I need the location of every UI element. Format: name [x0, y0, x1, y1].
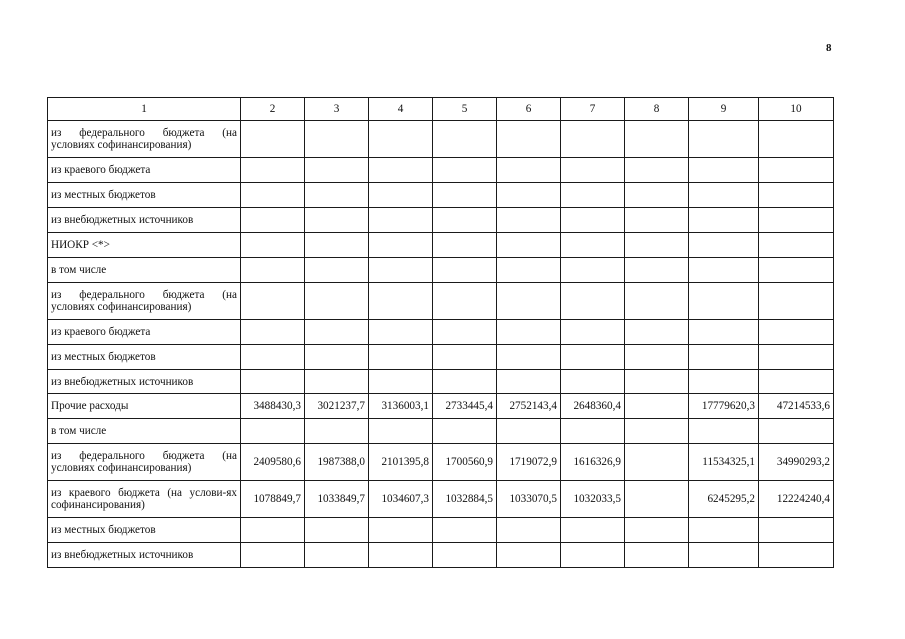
table-cell [369, 518, 433, 543]
header-row [48, 98, 834, 121]
table-cell [241, 158, 305, 183]
table-row [48, 183, 834, 208]
table-cell [689, 320, 759, 345]
table-cell [305, 158, 369, 183]
table-cell [497, 283, 561, 320]
table-cell [561, 283, 625, 320]
table-cell [241, 233, 305, 258]
table-cell: 17779620,3 [689, 394, 759, 419]
row-label: из местных бюджетов [48, 183, 241, 208]
table-cell [497, 543, 561, 568]
column-header: 1 [48, 98, 241, 121]
table-cell [625, 419, 689, 444]
table-cell: 2752143,4 [497, 394, 561, 419]
table-cell [689, 370, 759, 394]
table-cell: 6245295,2 [689, 481, 759, 518]
table-cell [561, 419, 625, 444]
table-cell [433, 183, 497, 208]
row-label: из федерального бюджета (на условиях софинансирования) [48, 283, 241, 320]
table-cell [305, 233, 369, 258]
table-cell [369, 233, 433, 258]
table-cell [305, 419, 369, 444]
table-row [48, 518, 834, 543]
table-row [48, 370, 834, 394]
row-label: из федерального бюджета (на условиях софинансирования) [48, 444, 241, 481]
table-cell [369, 158, 433, 183]
table-cell [759, 233, 834, 258]
table-cell [369, 258, 433, 283]
table-cell [689, 283, 759, 320]
table-cell [561, 543, 625, 568]
table-cell [625, 394, 689, 419]
row-label: из краевого бюджета (на услови-ях софинансирования) [48, 481, 241, 518]
table-cell [369, 419, 433, 444]
table-cell [625, 370, 689, 394]
table-cell [561, 208, 625, 233]
table-cell [241, 419, 305, 444]
table-cell [369, 370, 433, 394]
table-cell [625, 481, 689, 518]
table-cell [689, 419, 759, 444]
table-cell: 1032033,5 [561, 481, 625, 518]
table-cell: 12224240,4 [759, 481, 834, 518]
column-header: 7 [561, 98, 625, 121]
column-header: 4 [369, 98, 433, 121]
table-cell [561, 518, 625, 543]
table-cell [369, 183, 433, 208]
table-cell [759, 158, 834, 183]
table-cell [433, 258, 497, 283]
table-cell: 1719072,9 [497, 444, 561, 481]
row-label: из краевого бюджета [48, 320, 241, 345]
table-cell [625, 543, 689, 568]
table-cell [759, 320, 834, 345]
table-cell [497, 518, 561, 543]
table-cell [241, 183, 305, 208]
column-header: 3 [305, 98, 369, 121]
row-label: в том числе [48, 258, 241, 283]
table-cell [497, 370, 561, 394]
table-cell: 11534325,1 [689, 444, 759, 481]
table-cell [625, 121, 689, 158]
column-header: 9 [689, 98, 759, 121]
column-header: 10 [759, 98, 834, 121]
table-row [48, 345, 834, 370]
table-cell [759, 283, 834, 320]
table-cell [241, 370, 305, 394]
table-cell [305, 345, 369, 370]
table-cell [561, 370, 625, 394]
table-cell: 1034607,3 [369, 481, 433, 518]
table-cell [241, 543, 305, 568]
row-label: Прочие расходы [48, 394, 241, 419]
table-row [48, 233, 834, 258]
row-label: НИОКР <*> [48, 233, 241, 258]
table-cell [759, 208, 834, 233]
table-cell [759, 543, 834, 568]
table-cell [759, 419, 834, 444]
table-cell [759, 121, 834, 158]
table-cell: 1033849,7 [305, 481, 369, 518]
row-label: из внебюджетных источников [48, 370, 241, 394]
table-cell [305, 543, 369, 568]
table-cell [433, 320, 497, 345]
table-cell [625, 233, 689, 258]
table-cell: 2409580,6 [241, 444, 305, 481]
table-cell: 2101395,8 [369, 444, 433, 481]
table-cell [433, 543, 497, 568]
table-cell: 1987388,0 [305, 444, 369, 481]
table-cell [305, 258, 369, 283]
table-cell [561, 320, 625, 345]
table-cell [305, 183, 369, 208]
table-cell [759, 518, 834, 543]
table-cell [625, 258, 689, 283]
table-cell: 47214533,6 [759, 394, 834, 419]
table-cell [561, 183, 625, 208]
table-row [48, 394, 834, 419]
table-row [48, 258, 834, 283]
table-cell: 1616326,9 [561, 444, 625, 481]
table-cell [433, 518, 497, 543]
table-cell [497, 258, 561, 283]
row-label: из федерального бюджета (на условиях софинансирования) [48, 121, 241, 158]
table-cell [433, 158, 497, 183]
table-cell [689, 345, 759, 370]
table-cell [497, 233, 561, 258]
table-cell [369, 320, 433, 345]
column-header: 5 [433, 98, 497, 121]
table-row [48, 158, 834, 183]
table-cell [497, 183, 561, 208]
table-cell [561, 158, 625, 183]
table-cell [625, 183, 689, 208]
table-cell [305, 208, 369, 233]
table-row [48, 543, 834, 568]
row-label: из местных бюджетов [48, 518, 241, 543]
table-cell [369, 345, 433, 370]
table-cell [625, 345, 689, 370]
table-cell: 34990293,2 [759, 444, 834, 481]
table-cell: 3021237,7 [305, 394, 369, 419]
table-cell [561, 345, 625, 370]
column-header: 8 [625, 98, 689, 121]
table-row [48, 283, 834, 320]
table-cell [305, 121, 369, 158]
table-cell [689, 158, 759, 183]
table-cell [625, 320, 689, 345]
table-cell [689, 233, 759, 258]
table-cell [759, 183, 834, 208]
table-cell [625, 444, 689, 481]
table-cell [241, 345, 305, 370]
table-cell [241, 320, 305, 345]
table-cell [759, 345, 834, 370]
table-cell [759, 370, 834, 394]
table-cell [497, 158, 561, 183]
column-header: 2 [241, 98, 305, 121]
table-cell [305, 320, 369, 345]
table-cell [689, 258, 759, 283]
row-label: из краевого бюджета [48, 158, 241, 183]
table-cell [305, 518, 369, 543]
table-cell [625, 158, 689, 183]
table-cell [561, 121, 625, 158]
row-label: из внебюджетных источников [48, 208, 241, 233]
table-cell [689, 518, 759, 543]
table-cell [369, 121, 433, 158]
row-label: в том числе [48, 419, 241, 444]
table-cell [241, 518, 305, 543]
row-label: из местных бюджетов [48, 345, 241, 370]
table-cell [689, 208, 759, 233]
table-cell [369, 208, 433, 233]
table-cell [433, 283, 497, 320]
table-cell [497, 419, 561, 444]
table-cell: 1078849,7 [241, 481, 305, 518]
table-cell: 1700560,9 [433, 444, 497, 481]
table-cell [625, 518, 689, 543]
table-cell [305, 283, 369, 320]
table-cell: 1032884,5 [433, 481, 497, 518]
table-cell: 1033070,5 [497, 481, 561, 518]
table-cell [625, 283, 689, 320]
table-cell: 3136003,1 [369, 394, 433, 419]
budget-table [47, 97, 834, 568]
table-row [48, 208, 834, 233]
table-cell [497, 345, 561, 370]
table-cell [433, 345, 497, 370]
table-row [48, 444, 834, 481]
table-cell [561, 258, 625, 283]
table-cell [305, 370, 369, 394]
table-row [48, 419, 834, 444]
table-cell: 3488430,3 [241, 394, 305, 419]
table-cell [241, 208, 305, 233]
column-header: 6 [497, 98, 561, 121]
table-cell: 2733445,4 [433, 394, 497, 419]
table-cell [433, 370, 497, 394]
table-cell [369, 543, 433, 568]
table-cell [561, 233, 625, 258]
table-cell [241, 283, 305, 320]
table-cell [689, 543, 759, 568]
table-row [48, 121, 834, 158]
row-label: из внебюджетных источников [48, 543, 241, 568]
table-cell [369, 283, 433, 320]
table-cell [433, 208, 497, 233]
table-cell [689, 121, 759, 158]
table-row [48, 481, 834, 518]
table-cell [497, 320, 561, 345]
table-cell: 2648360,4 [561, 394, 625, 419]
table-cell [497, 121, 561, 158]
table-row [48, 320, 834, 345]
table-cell [759, 258, 834, 283]
page-number: 8 [826, 42, 832, 54]
table-cell [241, 258, 305, 283]
table-cell [433, 121, 497, 158]
table-cell [689, 183, 759, 208]
table-cell [433, 419, 497, 444]
table-cell [625, 208, 689, 233]
table-cell [433, 233, 497, 258]
table-cell [241, 121, 305, 158]
table-cell [497, 208, 561, 233]
